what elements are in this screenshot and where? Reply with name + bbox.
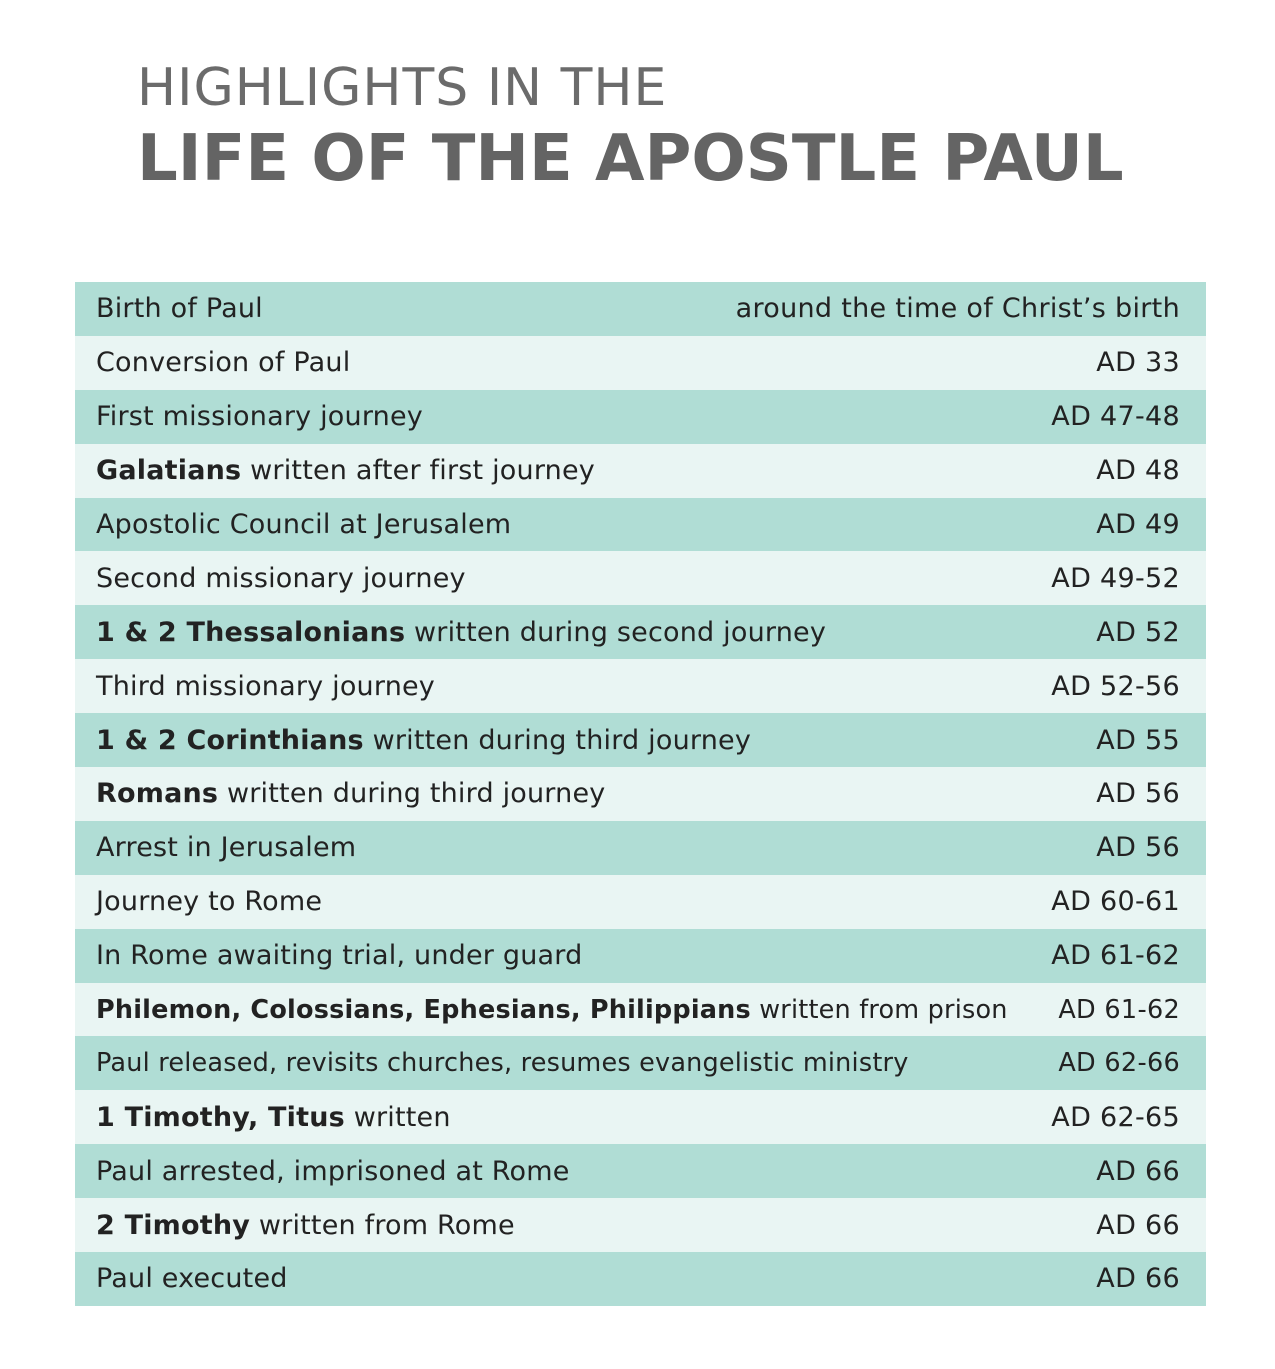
event-cell [96,563,466,594]
table-row [75,821,1206,875]
table-row [75,551,1206,605]
event-cell [96,995,1008,1025]
table-row [75,444,1206,498]
event-book-title: 2 Timothy [96,1209,251,1241]
table-row [75,659,1206,713]
page-title-line-2: LIFE OF THE APOSTLE PAUL [137,122,1124,196]
date-cell: AD 66 [1096,1263,1180,1295]
date-cell: AD 52-56 [1051,670,1180,702]
table-row [75,605,1206,659]
table-row [75,767,1206,821]
event-text: First missionary journey [96,401,423,433]
event-book-title: 1 & 2 Thessalonians [96,616,406,648]
event-cell [96,1102,451,1133]
event-text: written during third journey [218,778,606,810]
table-row [75,875,1206,929]
event-text: written from Rome [250,1209,515,1241]
date-cell: AD 56 [1096,778,1180,810]
event-text: Birth of Paul [96,293,263,325]
date-cell: AD 49 [1096,509,1180,540]
table-row [75,1144,1206,1198]
event-book-title: Romans [96,778,219,810]
event-text: In Rome awaiting trial, under guard [96,940,583,972]
event-cell [96,671,435,702]
table-row [75,929,1206,983]
date-cell: AD 66 [1096,1209,1180,1241]
date-cell: AD 62-65 [1051,1101,1180,1133]
date-cell: AD 56 [1096,832,1180,864]
table-row [75,1090,1206,1144]
date-cell: AD 66 [1096,1155,1180,1187]
event-cell [96,293,263,324]
event-cell [96,617,826,648]
event-book-title: 1 Timothy, Titus [96,1101,345,1133]
event-cell [96,886,322,917]
event-cell [96,1263,288,1294]
table-row [75,713,1206,767]
page-header [137,58,1237,196]
event-text: Arrest in Jerusalem [96,832,357,864]
event-text: Conversion of Paul [96,347,351,379]
event-text: Paul arrested, imprisoned at Rome [96,1155,570,1187]
date-cell: AD 61-62 [1051,940,1180,972]
event-book-title: 1 & 2 Corinthians [96,724,364,756]
date-cell: AD 55 [1096,724,1180,756]
date-cell: around the time of Christ’s birth [735,293,1180,325]
table-row [75,282,1206,336]
date-cell: AD 48 [1096,455,1180,487]
event-cell [96,940,582,971]
table-row [75,498,1206,552]
event-cell [96,509,511,540]
event-text: written during second journey [405,616,827,648]
event-cell [96,725,751,756]
date-cell: AD 52 [1096,616,1180,648]
date-cell: AD 47-48 [1051,401,1180,433]
event-cell [96,1048,909,1078]
event-text: written from prison [750,994,1008,1025]
timeline-table [75,282,1206,1306]
event-cell [96,347,350,378]
event-text: Paul released, revisits churches, resumes evangelistic ministry [96,1048,909,1079]
table-row [75,1036,1206,1090]
event-text: written after first journey [241,455,595,487]
event-cell [96,401,423,432]
date-cell: AD 61-62 [1058,994,1180,1025]
event-text: Third missionary journey [96,670,435,702]
table-row [75,336,1206,390]
event-text: written [344,1101,451,1133]
event-text: written during third journey [363,724,752,756]
page-title-line-1: HIGHLIGHTS IN THE [137,58,668,118]
event-book-title: Philemon, Colossians, Ephesians, Philippians [96,994,751,1025]
event-cell [96,778,605,809]
event-cell [96,1210,515,1241]
event-book-title: Galatians [96,455,242,487]
table-row [75,390,1206,444]
event-cell [96,1156,570,1187]
event-text: Second missionary journey [96,562,466,594]
event-text: Journey to Rome [96,886,323,918]
table-row [75,1198,1206,1252]
date-cell: AD 49-52 [1051,562,1180,594]
event-cell [96,455,595,486]
event-text: Paul executed [96,1263,288,1295]
date-cell: AD 60-61 [1051,886,1180,918]
date-cell: AD 33 [1096,347,1180,379]
event-text: Apostolic Council at Jerusalem [96,509,512,540]
table-row [75,1252,1206,1306]
date-cell: AD 62-66 [1058,1048,1180,1079]
event-cell [96,832,356,863]
table-row [75,983,1206,1037]
